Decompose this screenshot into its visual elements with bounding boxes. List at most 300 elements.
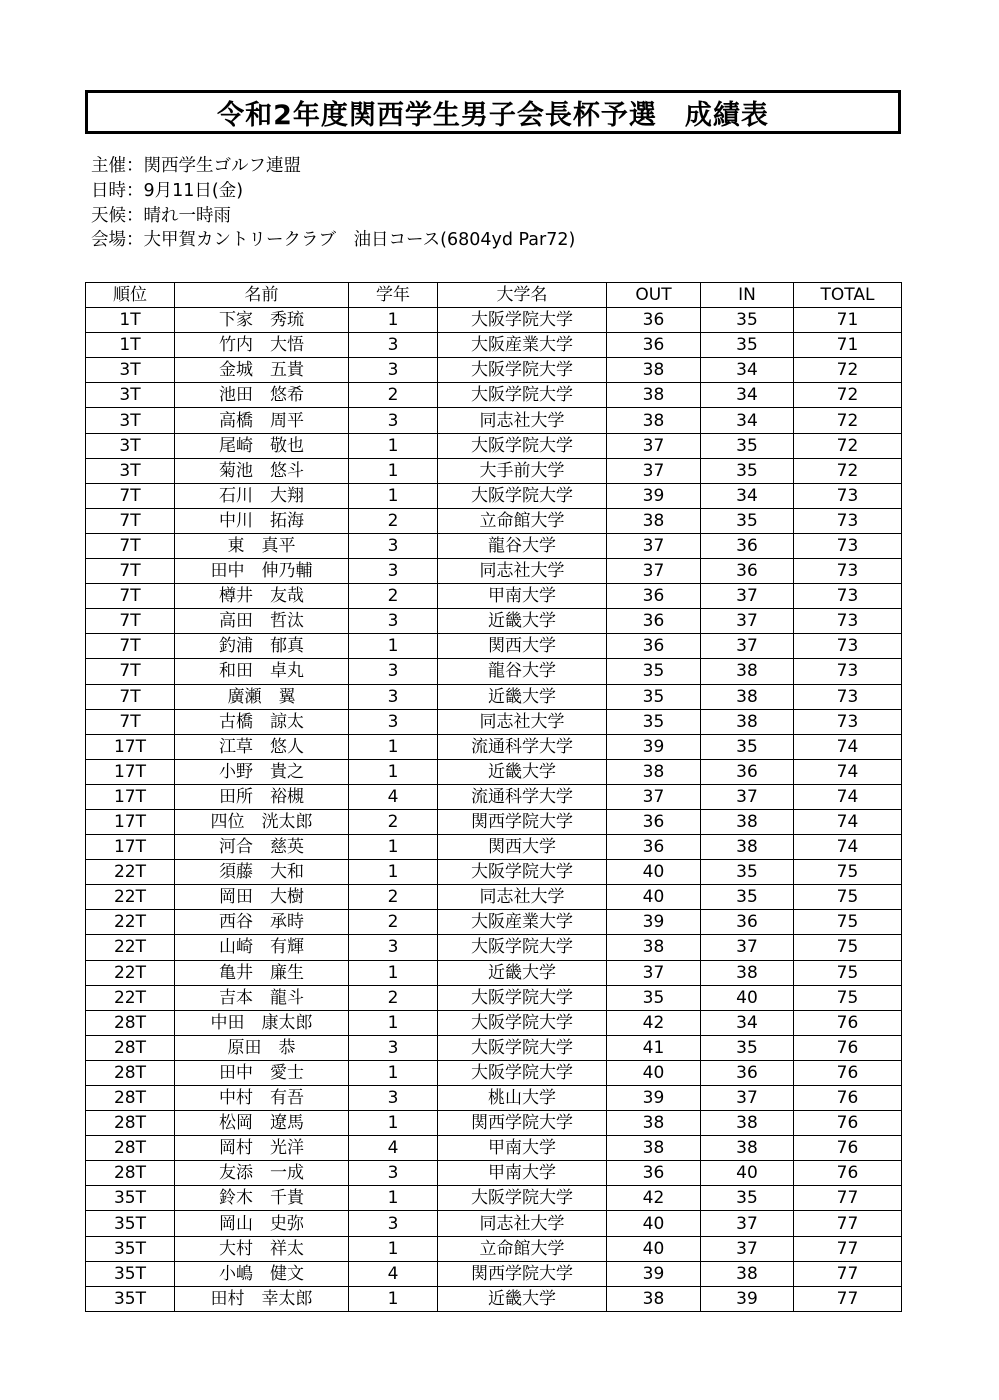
table-row (86, 835, 902, 860)
cell-grade: 1 (349, 634, 438, 659)
info-sep: ： (126, 230, 144, 251)
cell-out: 37 (607, 533, 701, 558)
cell-grade: 3 (349, 333, 438, 358)
cell-total: 76 (794, 1161, 902, 1186)
cell-university: 同志社大学 (438, 408, 607, 433)
cell-in: 38 (701, 960, 794, 985)
cell-university: 立命館大学 (438, 508, 607, 533)
cell-name: 西谷 承時 (175, 910, 349, 935)
cell-grade: 2 (349, 584, 438, 609)
cell-name: 田村 幸太郎 (175, 1286, 349, 1311)
cell-name: 田中 伸乃輔 (175, 559, 349, 584)
cell-in: 36 (701, 533, 794, 558)
cell-rank: 28T (86, 1161, 175, 1186)
cell-university: 大阪学院大学 (438, 308, 607, 333)
cell-grade: 1 (349, 1186, 438, 1211)
cell-in: 37 (701, 935, 794, 960)
cell-university: 同志社大学 (438, 1211, 607, 1236)
cell-grade: 1 (349, 1236, 438, 1261)
cell-in: 38 (701, 835, 794, 860)
cell-university: 大阪学院大学 (438, 358, 607, 383)
cell-in: 35 (701, 1186, 794, 1211)
cell-out: 36 (607, 634, 701, 659)
cell-in: 40 (701, 1161, 794, 1186)
cell-out: 35 (607, 684, 701, 709)
cell-name: 菊池 悠斗 (175, 458, 349, 483)
table-row (86, 784, 902, 809)
cell-university: 大阪学院大学 (438, 1035, 607, 1060)
cell-university: 同志社大学 (438, 885, 607, 910)
cell-name: 金城 五貴 (175, 358, 349, 383)
cell-out: 40 (607, 885, 701, 910)
cell-out: 39 (607, 910, 701, 935)
cell-university: 立命館大学 (438, 1236, 607, 1261)
table-row (86, 734, 902, 759)
cell-out: 39 (607, 1086, 701, 1111)
cell-out: 38 (607, 935, 701, 960)
cell-grade: 3 (349, 659, 438, 684)
cell-rank: 3T (86, 458, 175, 483)
cell-in: 35 (701, 734, 794, 759)
cell-rank: 17T (86, 809, 175, 834)
table-row (86, 709, 902, 734)
cell-rank: 35T (86, 1186, 175, 1211)
cell-total: 73 (794, 709, 902, 734)
cell-name: 鈴木 千貴 (175, 1186, 349, 1211)
cell-university: 関西学院大学 (438, 1111, 607, 1136)
cell-out: 38 (607, 358, 701, 383)
cell-total: 74 (794, 835, 902, 860)
column-header-rank: 順位 (86, 283, 175, 308)
cell-university: 近畿大学 (438, 759, 607, 784)
cell-grade: 3 (349, 609, 438, 634)
cell-university: 龍谷大学 (438, 659, 607, 684)
info-label: 日時 (91, 180, 126, 201)
cell-university: 近畿大学 (438, 1286, 607, 1311)
cell-university: 大阪学院大学 (438, 1186, 607, 1211)
cell-total: 76 (794, 1086, 902, 1111)
cell-in: 35 (701, 433, 794, 458)
cell-rank: 17T (86, 784, 175, 809)
table-row (86, 985, 902, 1010)
info-sep: ： (126, 180, 144, 201)
cell-out: 39 (607, 483, 701, 508)
cell-university: 同志社大学 (438, 559, 607, 584)
cell-rank: 28T (86, 1060, 175, 1085)
cell-university: 大阪学院大学 (438, 483, 607, 508)
cell-rank: 22T (86, 960, 175, 985)
cell-in: 39 (701, 1286, 794, 1311)
cell-rank: 3T (86, 408, 175, 433)
cell-total: 75 (794, 885, 902, 910)
cell-out: 37 (607, 784, 701, 809)
cell-rank: 7T (86, 533, 175, 558)
cell-total: 77 (794, 1211, 902, 1236)
cell-rank: 7T (86, 659, 175, 684)
cell-total: 72 (794, 358, 902, 383)
table-row (86, 383, 902, 408)
cell-in: 38 (701, 1261, 794, 1286)
cell-out: 38 (607, 408, 701, 433)
cell-in: 38 (701, 1136, 794, 1161)
table-row (86, 1035, 902, 1060)
cell-in: 37 (701, 634, 794, 659)
cell-name: 岡村 光洋 (175, 1136, 349, 1161)
table-row (86, 559, 902, 584)
cell-rank: 7T (86, 684, 175, 709)
cell-out: 40 (607, 1060, 701, 1085)
cell-out: 38 (607, 383, 701, 408)
cell-total: 77 (794, 1186, 902, 1211)
cell-in: 36 (701, 759, 794, 784)
cell-out: 35 (607, 709, 701, 734)
cell-rank: 22T (86, 910, 175, 935)
cell-grade: 3 (349, 1211, 438, 1236)
cell-university: 関西学院大学 (438, 1261, 607, 1286)
cell-university: 大阪学院大学 (438, 1010, 607, 1035)
cell-grade: 1 (349, 1111, 438, 1136)
cell-total: 76 (794, 1010, 902, 1035)
cell-out: 37 (607, 433, 701, 458)
cell-university: 大阪学院大学 (438, 935, 607, 960)
cell-in: 38 (701, 709, 794, 734)
table-row (86, 634, 902, 659)
cell-total: 74 (794, 784, 902, 809)
cell-total: 71 (794, 333, 902, 358)
cell-name: 江草 悠人 (175, 734, 349, 759)
cell-grade: 4 (349, 784, 438, 809)
cell-total: 73 (794, 483, 902, 508)
cell-university: 近畿大学 (438, 684, 607, 709)
info-row (91, 154, 575, 179)
cell-in: 34 (701, 383, 794, 408)
cell-out: 35 (607, 659, 701, 684)
table-row (86, 333, 902, 358)
info-row (91, 204, 575, 229)
cell-grade: 3 (349, 408, 438, 433)
cell-university: 近畿大学 (438, 609, 607, 634)
cell-rank: 28T (86, 1136, 175, 1161)
cell-university: 大阪学院大学 (438, 383, 607, 408)
column-header-total: TOTAL (794, 283, 902, 308)
cell-university: 大阪学院大学 (438, 433, 607, 458)
cell-university: 甲南大学 (438, 1136, 607, 1161)
cell-total: 77 (794, 1261, 902, 1286)
cell-grade: 4 (349, 1261, 438, 1286)
cell-in: 34 (701, 483, 794, 508)
page-title: 令和2年度関西学生男子会長杯予選 成績表 (85, 90, 901, 134)
cell-university: 大阪学院大学 (438, 1060, 607, 1085)
table-row (86, 1236, 902, 1261)
table-row (86, 358, 902, 383)
table-row (86, 684, 902, 709)
info-sep: ： (126, 205, 144, 226)
cell-name: 古橋 諒太 (175, 709, 349, 734)
cell-rank: 28T (86, 1035, 175, 1060)
cell-name: 吉本 龍斗 (175, 985, 349, 1010)
cell-total: 75 (794, 860, 902, 885)
cell-total: 73 (794, 533, 902, 558)
table-row (86, 759, 902, 784)
cell-total: 76 (794, 1060, 902, 1085)
cell-grade: 2 (349, 508, 438, 533)
table-row (86, 1060, 902, 1085)
cell-in: 36 (701, 559, 794, 584)
cell-university: 大阪産業大学 (438, 910, 607, 935)
cell-name: 原田 恭 (175, 1035, 349, 1060)
cell-rank: 3T (86, 383, 175, 408)
cell-total: 75 (794, 935, 902, 960)
info-label: 主催 (91, 156, 126, 176)
cell-name: 中田 康太郎 (175, 1010, 349, 1035)
cell-grade: 1 (349, 835, 438, 860)
cell-rank: 1T (86, 308, 175, 333)
cell-name: 和田 卓丸 (175, 659, 349, 684)
column-header-university: 大学名 (438, 283, 607, 308)
cell-grade: 2 (349, 885, 438, 910)
cell-name: 廣瀬 翼 (175, 684, 349, 709)
cell-grade: 1 (349, 308, 438, 333)
cell-out: 42 (607, 1186, 701, 1211)
cell-rank: 28T (86, 1111, 175, 1136)
cell-grade: 1 (349, 458, 438, 483)
cell-grade: 1 (349, 483, 438, 508)
cell-total: 74 (794, 809, 902, 834)
cell-in: 35 (701, 458, 794, 483)
cell-rank: 7T (86, 609, 175, 634)
cell-name: 小野 貴之 (175, 759, 349, 784)
cell-in: 35 (701, 860, 794, 885)
cell-out: 37 (607, 559, 701, 584)
cell-out: 36 (607, 308, 701, 333)
cell-rank: 28T (86, 1010, 175, 1035)
cell-name: 田中 愛士 (175, 1060, 349, 1085)
cell-grade: 3 (349, 1035, 438, 1060)
cell-grade: 2 (349, 985, 438, 1010)
cell-university: 流通科学大学 (438, 784, 607, 809)
cell-total: 73 (794, 508, 902, 533)
cell-total: 72 (794, 433, 902, 458)
cell-rank: 22T (86, 885, 175, 910)
cell-rank: 22T (86, 985, 175, 1010)
cell-university: 桃山大学 (438, 1086, 607, 1111)
table-row (86, 935, 902, 960)
cell-grade: 2 (349, 809, 438, 834)
results-table (85, 282, 902, 1312)
cell-rank: 3T (86, 358, 175, 383)
cell-name: 四位 洸太郎 (175, 809, 349, 834)
cell-out: 39 (607, 1261, 701, 1286)
info-label: 会場 (91, 230, 126, 251)
cell-out: 36 (607, 1161, 701, 1186)
cell-name: 中村 有吾 (175, 1086, 349, 1111)
cell-rank: 3T (86, 433, 175, 458)
cell-name: 池田 悠希 (175, 383, 349, 408)
cell-in: 36 (701, 910, 794, 935)
cell-total: 74 (794, 734, 902, 759)
cell-rank: 7T (86, 584, 175, 609)
table-row (86, 458, 902, 483)
cell-grade: 3 (349, 935, 438, 960)
cell-in: 37 (701, 609, 794, 634)
cell-in: 40 (701, 985, 794, 1010)
cell-total: 77 (794, 1236, 902, 1261)
cell-rank: 7T (86, 634, 175, 659)
cell-out: 41 (607, 1035, 701, 1060)
info-row (91, 228, 575, 253)
table-row (86, 1186, 902, 1211)
cell-total: 72 (794, 408, 902, 433)
cell-out: 40 (607, 1211, 701, 1236)
cell-name: 友添 一成 (175, 1161, 349, 1186)
cell-total: 73 (794, 559, 902, 584)
cell-name: 中川 拓海 (175, 508, 349, 533)
cell-rank: 22T (86, 860, 175, 885)
table-row (86, 1086, 902, 1111)
cell-rank: 35T (86, 1211, 175, 1236)
info-label: 天候 (91, 205, 126, 226)
column-header-name: 名前 (175, 283, 349, 308)
cell-name: 大村 祥太 (175, 1236, 349, 1261)
cell-rank: 7T (86, 559, 175, 584)
table-row (86, 483, 902, 508)
cell-in: 38 (701, 684, 794, 709)
cell-in: 38 (701, 1111, 794, 1136)
cell-rank: 35T (86, 1286, 175, 1311)
cell-name: 高橋 周平 (175, 408, 349, 433)
cell-rank: 7T (86, 508, 175, 533)
event-info (91, 154, 575, 253)
cell-rank: 1T (86, 333, 175, 358)
cell-in: 37 (701, 584, 794, 609)
cell-grade: 3 (349, 533, 438, 558)
cell-name: 高田 哲汰 (175, 609, 349, 634)
cell-in: 35 (701, 308, 794, 333)
table-row (86, 1161, 902, 1186)
cell-total: 77 (794, 1286, 902, 1311)
table-row (86, 1111, 902, 1136)
cell-total: 73 (794, 609, 902, 634)
cell-total: 76 (794, 1035, 902, 1060)
cell-total: 73 (794, 659, 902, 684)
cell-grade: 3 (349, 1086, 438, 1111)
cell-in: 35 (701, 333, 794, 358)
cell-name: 岡山 史弥 (175, 1211, 349, 1236)
cell-out: 38 (607, 508, 701, 533)
cell-in: 35 (701, 1035, 794, 1060)
cell-university: 関西学院大学 (438, 809, 607, 834)
cell-university: 大手前大学 (438, 458, 607, 483)
cell-out: 40 (607, 860, 701, 885)
cell-in: 34 (701, 408, 794, 433)
cell-rank: 7T (86, 483, 175, 508)
cell-university: 近畿大学 (438, 960, 607, 985)
cell-total: 72 (794, 383, 902, 408)
table-row (86, 885, 902, 910)
cell-name: 須藤 大和 (175, 860, 349, 885)
cell-rank: 17T (86, 759, 175, 784)
cell-total: 75 (794, 960, 902, 985)
cell-name: 樽井 友哉 (175, 584, 349, 609)
cell-total: 72 (794, 458, 902, 483)
cell-name: 亀井 廉生 (175, 960, 349, 985)
cell-out: 38 (607, 1136, 701, 1161)
cell-grade: 3 (349, 709, 438, 734)
table-row (86, 860, 902, 885)
cell-out: 38 (607, 1286, 701, 1311)
table-row (86, 584, 902, 609)
cell-university: 龍谷大学 (438, 533, 607, 558)
cell-university: 関西大学 (438, 835, 607, 860)
table-row (86, 609, 902, 634)
cell-in: 34 (701, 1010, 794, 1035)
cell-name: 小嶋 健文 (175, 1261, 349, 1286)
cell-university: 甲南大学 (438, 1161, 607, 1186)
info-value: 9月11日(金) (143, 180, 244, 201)
table-row (86, 659, 902, 684)
cell-grade: 1 (349, 759, 438, 784)
table-row (86, 533, 902, 558)
cell-total: 71 (794, 308, 902, 333)
table-row (86, 433, 902, 458)
info-value: 関西学生ゴルフ連盟 (143, 156, 301, 176)
cell-university: 流通科学大学 (438, 734, 607, 759)
cell-name: 尾崎 敬也 (175, 433, 349, 458)
cell-name: 下家 秀琉 (175, 308, 349, 333)
cell-out: 35 (607, 985, 701, 1010)
table-row (86, 809, 902, 834)
cell-university: 大阪学院大学 (438, 860, 607, 885)
cell-rank: 28T (86, 1086, 175, 1111)
table-row (86, 1261, 902, 1286)
table-row (86, 308, 902, 333)
cell-in: 36 (701, 1060, 794, 1085)
cell-grade: 1 (349, 1060, 438, 1085)
cell-rank: 22T (86, 935, 175, 960)
cell-out: 37 (607, 458, 701, 483)
cell-university: 大阪産業大学 (438, 333, 607, 358)
cell-total: 73 (794, 684, 902, 709)
cell-grade: 3 (349, 684, 438, 709)
cell-total: 75 (794, 985, 902, 1010)
cell-out: 36 (607, 609, 701, 634)
cell-rank: 17T (86, 835, 175, 860)
cell-name: 田所 裕槻 (175, 784, 349, 809)
column-header-grade: 学年 (349, 283, 438, 308)
cell-out: 37 (607, 960, 701, 985)
cell-name: 竹内 大悟 (175, 333, 349, 358)
table-row (86, 408, 902, 433)
table-row (86, 1010, 902, 1035)
cell-grade: 3 (349, 358, 438, 383)
info-row (91, 179, 575, 204)
cell-in: 37 (701, 1236, 794, 1261)
cell-total: 73 (794, 634, 902, 659)
cell-in: 37 (701, 1086, 794, 1111)
cell-grade: 1 (349, 433, 438, 458)
cell-out: 36 (607, 835, 701, 860)
info-sep: ： (126, 156, 144, 176)
cell-total: 75 (794, 910, 902, 935)
cell-grade: 1 (349, 1286, 438, 1311)
table-row (86, 1211, 902, 1236)
table-row (86, 910, 902, 935)
info-value: 大甲賀カントリークラブ 油日コース(6804yd Par72) (143, 230, 576, 251)
cell-rank: 17T (86, 734, 175, 759)
cell-in: 37 (701, 784, 794, 809)
cell-grade: 3 (349, 1161, 438, 1186)
cell-university: 関西大学 (438, 634, 607, 659)
